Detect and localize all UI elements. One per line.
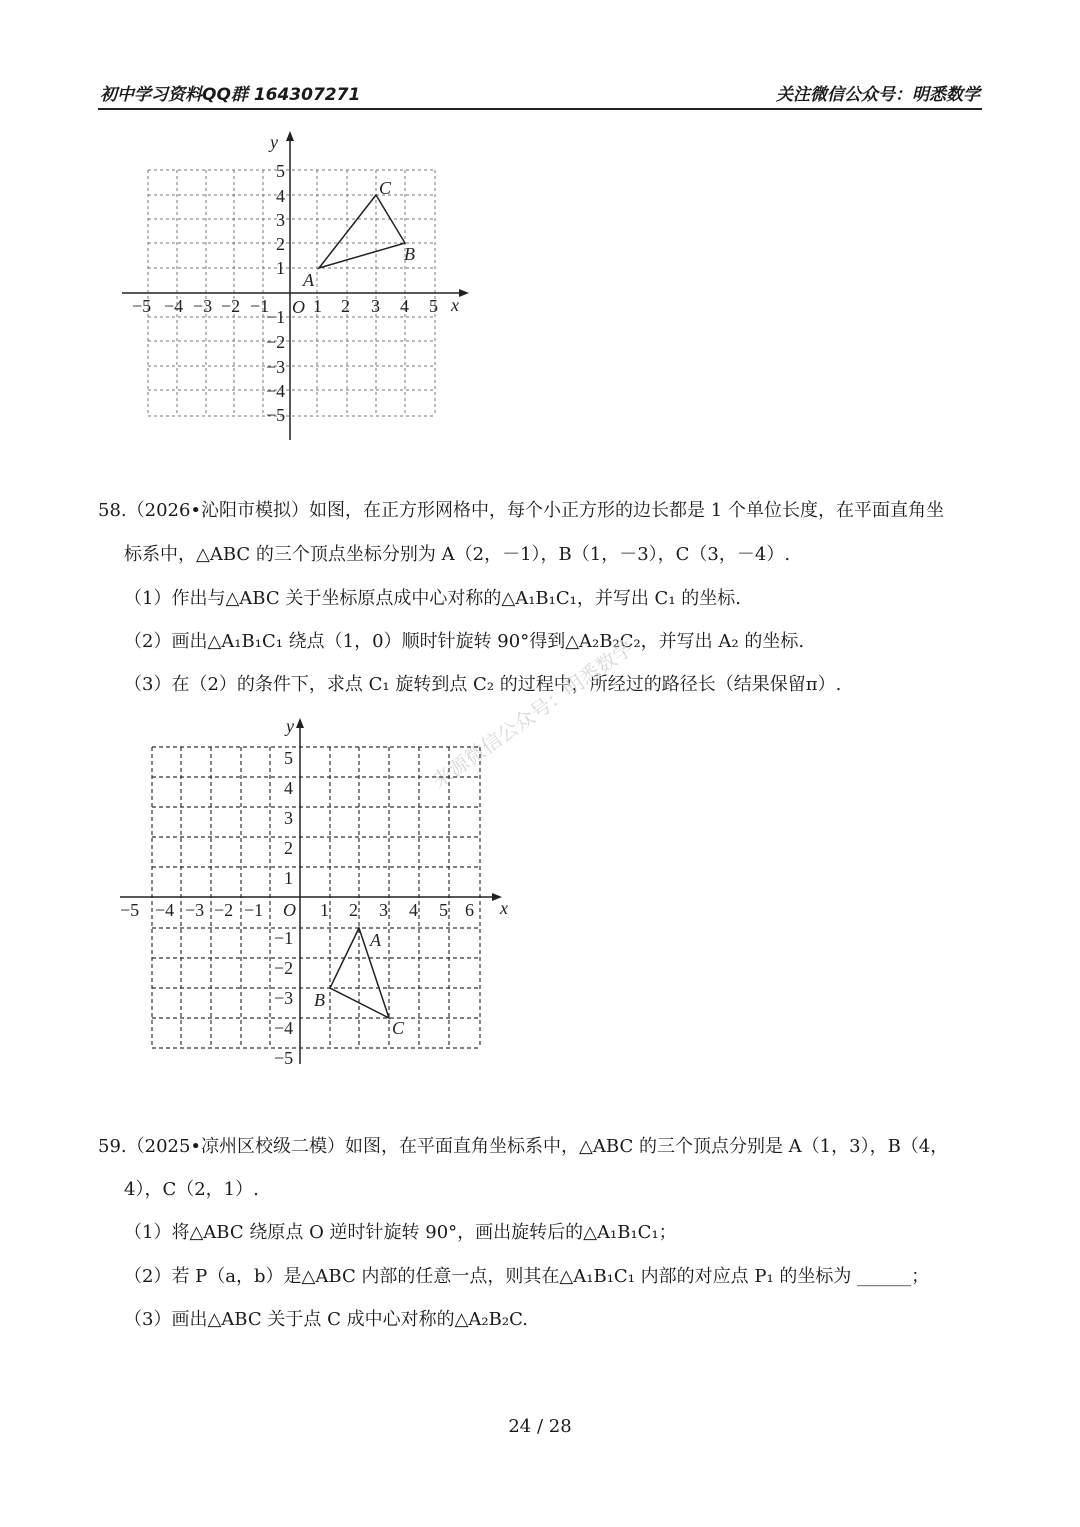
- x-tick-label-1: 4: [400, 296, 409, 316]
- question-59-line-2: 4），C（2，1）.: [124, 1179, 259, 1200]
- x-tick-label-2: −4: [155, 900, 175, 920]
- y-tick-label-2: −2: [274, 958, 294, 978]
- x-tick-label-2: −5: [120, 900, 140, 920]
- vertex-a-label-2: A: [370, 930, 381, 950]
- x-tick-label-1: −1: [250, 296, 270, 316]
- y-tick-label-2: −5: [274, 1048, 294, 1068]
- y-tick-label-1: 3: [276, 210, 285, 230]
- x-tick-label-1: −2: [221, 296, 241, 316]
- question-58-line-1: 58.（2026•沁阳市模拟）如图，在正方形网格中，每个小正方形的边长都是 1 个单位长度，在平面直角坐: [98, 500, 944, 521]
- y-tick-label-2: 1: [284, 868, 293, 888]
- y-tick-label-1: 1: [276, 258, 285, 278]
- question-59-part-3: （3）画出△ABC 关于点 C 成中心对称的△A₂B₂C.: [124, 1309, 528, 1330]
- question-58-part-2: （2）画出△A₁B₁C₁ 绕点（1，0）顺时针旋转 90°得到△A₂B₂C₂，并写出 A₂ 的坐标.: [124, 631, 805, 652]
- x-tick-label-2: 1: [320, 900, 329, 920]
- y-tick-label-2: −3: [274, 988, 294, 1008]
- y-tick-label-1: 5: [276, 161, 285, 181]
- question-58-part-1: （1）作出与△ABC 关于坐标原点成中心对称的△A₁B₁C₁，并写出 C₁ 的坐标.: [124, 588, 741, 609]
- question-58-part-3: （3）在（2）的条件下，求点 C₁ 旋转到点 C₂ 的过程中，所经过的路径长（结果保留π）.: [124, 674, 842, 695]
- y-tick-label-1: 2: [276, 234, 285, 254]
- question-59-part-1: （1）将△ABC 绕原点 O 逆时针旋转 90°，画出旋转后的△A₁B₁C₁；: [124, 1222, 677, 1243]
- y-axis-arrow-2: [296, 718, 304, 728]
- question-58-line-2: 标系中，△ABC 的三个顶点坐标分别为 A（2，－1），B（1，－3），C（3，－4）.: [124, 544, 791, 565]
- y-tick-label-1: −3: [266, 357, 286, 377]
- x-tick-label-2: 4: [409, 900, 418, 920]
- origin-label-1: O: [292, 297, 305, 317]
- y-tick-label-2: −4: [274, 1018, 294, 1038]
- x-axis-label-2: x: [500, 898, 508, 918]
- x-tick-label-1: 2: [341, 296, 350, 316]
- watermark: 来源微信公众号：明悉数学: [427, 635, 638, 793]
- page-number: 24 / 28: [508, 1416, 572, 1437]
- y-tick-label-2: 2: [284, 838, 293, 858]
- x-tick-label-2: 5: [439, 900, 448, 920]
- header-left-text: 初中学习资料QQ群 164307271: [100, 85, 361, 105]
- x-tick-label-2: 3: [379, 900, 388, 920]
- y-tick-label-1: −5: [266, 405, 286, 425]
- y-tick-label-1: −1: [266, 307, 286, 327]
- x-axis-arrow-1: [459, 289, 469, 297]
- x-tick-label-1: 3: [371, 296, 380, 316]
- vertex-b-label-2: B: [314, 990, 325, 1010]
- x-tick-label-2: 6: [465, 900, 474, 920]
- y-tick-label-1: −4: [266, 381, 286, 401]
- y-axis-label-2: y: [286, 716, 294, 736]
- y-tick-label-2: −1: [274, 928, 294, 948]
- page-header: [98, 74, 982, 110]
- y-tick-label-2: 5: [284, 748, 293, 768]
- vertex-a-label-1: A: [303, 270, 314, 290]
- y-axis-arrow-1: [286, 131, 294, 141]
- x-tick-label-1: 5: [429, 296, 438, 316]
- x-tick-label-1: −4: [164, 296, 184, 316]
- x-tick-label-2: −3: [185, 900, 205, 920]
- x-tick-label-2: −1: [244, 900, 264, 920]
- x-tick-label-2: −2: [214, 900, 234, 920]
- y-tick-label-1: −2: [266, 332, 286, 352]
- y-tick-label-2: 3: [284, 808, 293, 828]
- triangle-abc-1: [319, 195, 405, 268]
- vertex-c-label-2: C: [392, 1018, 405, 1038]
- question-59-line-1: 59.（2025•凉州区校级二模）如图，在平面直角坐标系中，△ABC 的三个顶点分别是 A（1，3），B（4，: [98, 1136, 949, 1157]
- x-tick-label-1: 1: [313, 296, 322, 316]
- y-axis-label-1: y: [270, 132, 278, 152]
- coordinate-figure-2: [118, 712, 518, 1068]
- x-axis-label-1: x: [451, 295, 459, 315]
- vertex-c-label-1: C: [379, 178, 392, 198]
- y-tick-label-2: 4: [284, 778, 293, 798]
- x-tick-label-2: 2: [349, 900, 358, 920]
- vertex-b-label-1: B: [404, 244, 415, 264]
- y-tick-label-1: 4: [276, 186, 285, 206]
- x-tick-label-1: −3: [193, 296, 213, 316]
- question-59-part-2: （2）若 P（a，b）是△ABC 内部的任意一点，则其在△A₁B₁C₁ 内部的对应点 P₁ 的坐标为 ______；: [124, 1266, 930, 1287]
- x-tick-label-1: −5: [132, 296, 152, 316]
- coordinate-figure-1: [120, 128, 480, 448]
- origin-label-2: O: [283, 900, 296, 920]
- header-right-text: 关注微信公众号：明悉数学: [776, 85, 980, 105]
